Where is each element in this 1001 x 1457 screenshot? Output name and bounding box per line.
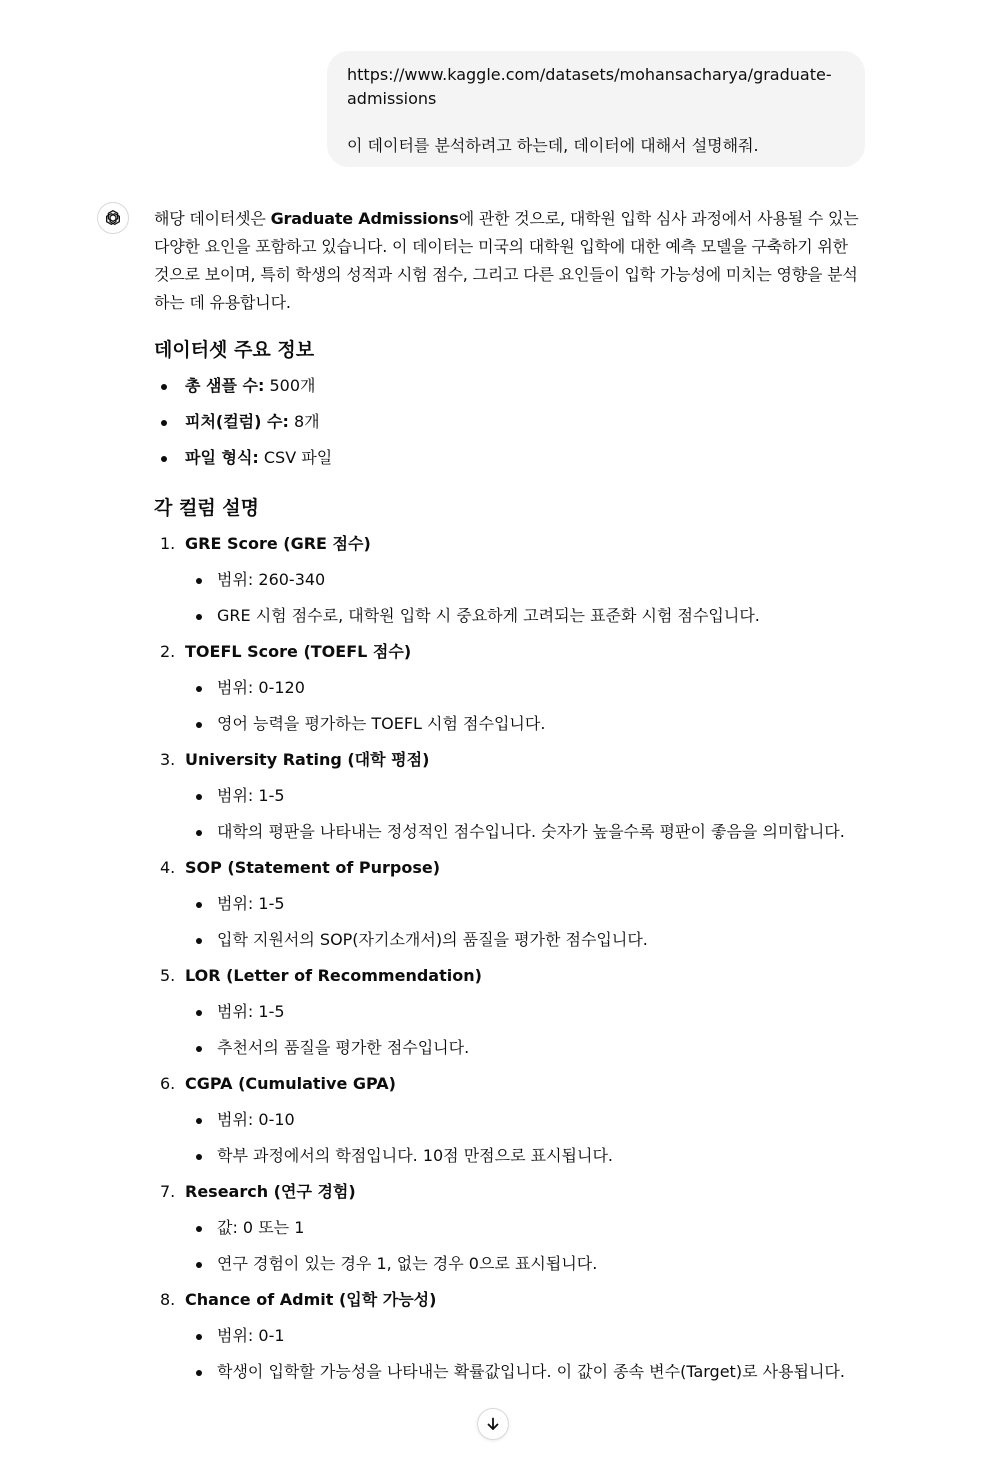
column-detail: 범위: 0-10 — [185, 1106, 866, 1134]
column-title: Research (연구 경험) — [185, 1182, 356, 1201]
column-detail: GRE 시험 점수로, 대학원 입학 시 중요하게 고려되는 표준화 시험 점수입니다. — [185, 602, 866, 630]
list-item — [154, 444, 866, 472]
list-item — [154, 372, 866, 400]
intro-bold: Graduate Admissions — [270, 209, 459, 228]
assistant-message — [154, 205, 866, 1394]
summary-list — [154, 372, 866, 472]
column-number: 7. — [160, 1182, 176, 1201]
user-message-url: https://www.kaggle.com/datasets/mohansacharya/graduate-admissions — [347, 65, 832, 108]
columns-list — [154, 530, 866, 1386]
column-detail: 학부 과정에서의 학점입니다. 10점 만점으로 표시됩니다. — [185, 1142, 866, 1170]
summary-label: 총 샘플 수: — [185, 376, 265, 395]
intro-text-post: 에 관한 것으로, 대학원 입학 심사 과정에서 사용될 수 있는 다양한 요인을 포함하고 있습니다. 이 데이터는 미국의 대학원 입학에 대한 예측 모델을 구축하기 위한 것으로 보이며, 특히 학생의 성적과 시험 점수, 그리고 다른 요인들이 입학 가능성에 미치는 영향을 분석하는 데 유용합니다. — [154, 209, 859, 312]
column-title: LOR (Letter of Recommendation) — [185, 966, 482, 985]
summary-value: 500개 — [264, 376, 316, 395]
column-detail: 범위: 1-5 — [185, 998, 866, 1026]
column-detail: 범위: 0-120 — [185, 674, 866, 702]
column-detail: 대학의 평판을 나타내는 정성적인 점수입니다. 숫자가 높을수록 평판이 좋음을 의미합니다. — [185, 818, 866, 846]
column-title: Chance of Admit (입학 가능성) — [185, 1290, 437, 1309]
column-item — [154, 962, 866, 1062]
column-item — [154, 1286, 866, 1386]
scroll-to-bottom-button[interactable] — [477, 1408, 509, 1440]
user-message-bubble — [327, 51, 865, 167]
column-number: 4. — [160, 858, 176, 877]
column-number: 3. — [160, 750, 176, 769]
summary-label: 피처(컬럼) 수: — [185, 412, 289, 431]
intro-text-pre: 해당 데이터셋은 — [154, 209, 271, 228]
column-title: TOEFL Score (TOEFL 점수) — [185, 642, 412, 661]
column-item — [154, 1178, 866, 1278]
columns-heading: 각 컬럼 설명 — [154, 497, 259, 519]
column-number: 8. — [160, 1290, 176, 1309]
column-detail: 연구 경험이 있는 경우 1, 없는 경우 0으로 표시됩니다. — [185, 1250, 866, 1278]
assistant-intro — [154, 205, 866, 317]
column-detail: 범위: 1-5 — [185, 782, 866, 810]
column-item — [154, 854, 866, 954]
column-item — [154, 746, 866, 846]
summary-label: 파일 형식: — [185, 448, 259, 467]
column-number: 5. — [160, 966, 176, 985]
column-detail: 학생이 입학할 가능성을 나타내는 확률값입니다. 이 값이 종속 변수(Target)로 사용됩니다. — [185, 1358, 866, 1386]
column-number: 6. — [160, 1074, 176, 1093]
column-title: University Rating (대학 평점) — [185, 750, 430, 769]
column-item — [154, 1070, 866, 1170]
openai-logo-icon — [97, 202, 129, 234]
column-detail: 영어 능력을 평가하는 TOEFL 시험 점수입니다. — [185, 710, 866, 738]
arrow-down-icon — [485, 1416, 501, 1432]
column-title: GRE Score (GRE 점수) — [185, 534, 371, 553]
column-detail: 입학 지원서의 SOP(자기소개서)의 품질을 평가한 점수입니다. — [185, 926, 866, 954]
column-item — [154, 530, 866, 630]
user-message-question: 이 데이터를 분석하려고 하는데, 데이터에 대해서 설명해줘. — [347, 136, 759, 155]
column-detail: 범위: 1-5 — [185, 890, 866, 918]
summary-value: CSV 파일 — [258, 448, 333, 467]
column-title: SOP (Statement of Purpose) — [185, 858, 440, 877]
column-number: 2. — [160, 642, 176, 661]
column-detail: 추천서의 품질을 평가한 점수입니다. — [185, 1034, 866, 1062]
column-detail: 값: 0 또는 1 — [185, 1214, 866, 1242]
column-number: 1. — [160, 534, 176, 553]
column-detail: 범위: 0-1 — [185, 1322, 866, 1350]
column-detail: 범위: 260-340 — [185, 566, 866, 594]
summary-value: 8개 — [288, 412, 320, 431]
list-item — [154, 408, 866, 436]
summary-heading: 데이터셋 주요 정보 — [154, 339, 315, 361]
column-item — [154, 638, 866, 738]
column-title: CGPA (Cumulative GPA) — [185, 1074, 396, 1093]
